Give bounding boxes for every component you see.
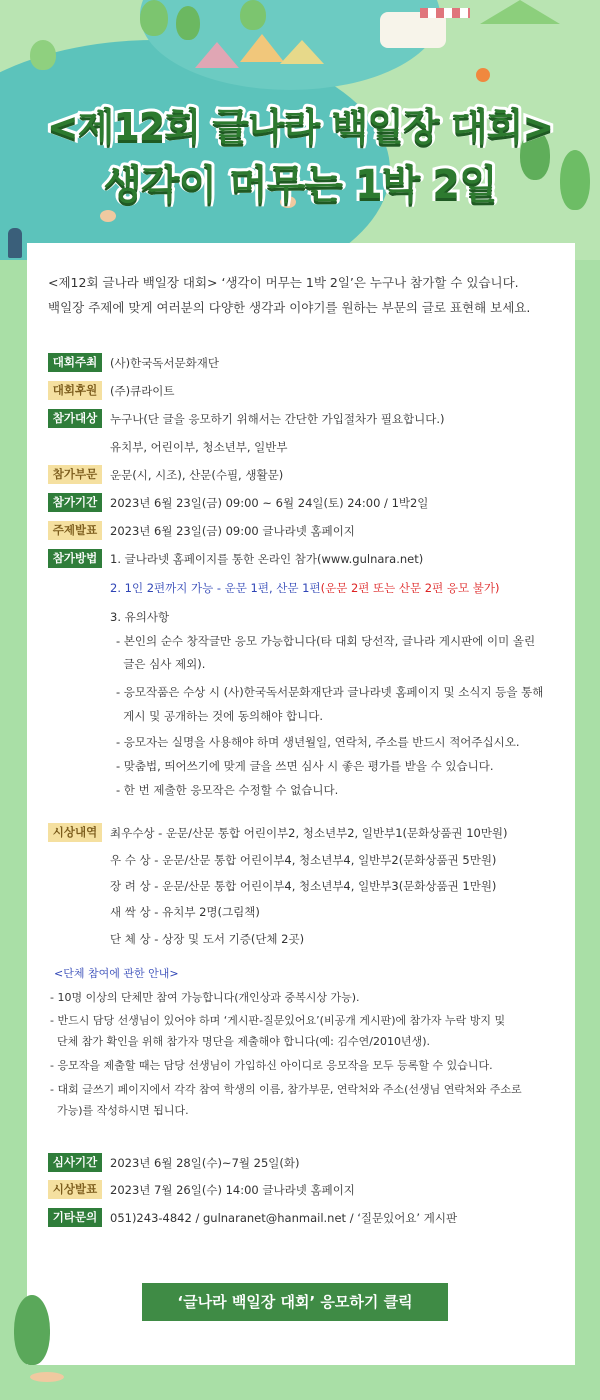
method-item-2-warning: (운문 2편 또는 산문 2편 응모 불가) (320, 581, 500, 595)
group-line: - 대회 글쓰기 페이지에서 각각 참여 학생의 이름, 참가부문, 연락처와 주소(선생님 연락처와 주소로 (50, 1083, 522, 1096)
award-row: 최우수상 - 운문/산문 통합 어린이부2, 청소년부2, 일반부1(문화상품권 10만원) (110, 826, 508, 840)
value-theme: 2023년 6월 23일(금) 09:00 글나라넷 홈페이지 (110, 524, 355, 538)
label-host: 대회주최 (48, 353, 102, 372)
award-row: 장 려 상 - 운문/산문 통합 어린이부4, 청소년부4, 일반부3(문화상품권 1만원) (110, 879, 497, 893)
label-contact: 기타문의 (48, 1208, 102, 1227)
group-line: - 응모작을 제출할 때는 담당 선생님이 가입하신 아이디로 응모작을 모두 등록할 수 있습니다. (50, 1059, 493, 1072)
group-line: - 반드시 담당 선생님이 있어야 하며 ‘게시판-질문있어요’(비공개 게시판)에 참가자 누락 방지 및 (50, 1014, 506, 1027)
award-row: 우 수 상 - 운문/산문 통합 어린이부4, 청소년부4, 일반부2(문화상품권 5만원) (110, 853, 497, 867)
value-review: 2023년 6월 28일(수)~7월 25일(화) (110, 1156, 300, 1170)
intro-line-2: 백일장 주제에 맞게 여러분의 다양한 생각과 이야기를 원하는 부문의 글로 표현해 보세요. (48, 300, 531, 315)
tree-icon (176, 6, 200, 40)
tree-icon (240, 0, 266, 30)
title-line-2: 생각이 머무는 1박 2일 (103, 162, 497, 208)
label-target: 참가대상 (48, 409, 102, 428)
value-host: (사)한국독서문화재단 (110, 356, 219, 370)
method-item-3: 3. 유의사항 (110, 610, 170, 624)
label-awards: 시상내역 (48, 823, 102, 842)
value-target-2: 유치부, 어린이부, 청소년부, 일반부 (110, 440, 288, 454)
apply-button[interactable]: ‘글나라 백일장 대회’ 응모하기 클릭 (142, 1283, 448, 1321)
method-note: 글은 심사 제외). (116, 657, 206, 671)
value-period: 2023년 6월 23일(금) 09:00 ~ 6월 24일(토) 24:00 / 1박2일 (110, 496, 429, 510)
label-method: 참가방법 (48, 549, 102, 568)
method-item-2 (110, 580, 499, 596)
label-theme: 주제발표 (48, 521, 102, 540)
intro-line-1: <제12회 글나라 백일장 대회> ‘생각이 머무는 1박 2일’은 누구나 참가할 수 있습니다. (48, 275, 519, 290)
label-announce: 시상발표 (48, 1180, 102, 1199)
value-target-1: 누구나(단 글을 응모하기 위해서는 간단한 가입절차가 필요합니다.) (110, 412, 445, 426)
group-heading: <단체 참여에 관한 안내> (54, 967, 179, 980)
label-sponsor: 대회후원 (48, 381, 102, 400)
label-period: 참가기간 (48, 493, 102, 512)
method-note: - 한 번 제출한 응모작은 수정할 수 없습니다. (116, 783, 339, 797)
group-line: 단체 참가 확인을 위해 참가자 명단을 제출해야 합니다(예: 김수연/2010년생). (50, 1035, 430, 1048)
person-icon (8, 228, 22, 258)
method-note: 게시 및 공개하는 것에 동의해야 합니다. (116, 709, 323, 723)
tent-icon (280, 40, 324, 64)
awning-icon (420, 8, 470, 18)
tree-icon (30, 40, 56, 70)
method-note: - 본인의 순수 창작글만 응모 가능합니다(타 대회 당선작, 글나라 게시판에 이미 올린 (116, 634, 536, 648)
label-category: 참가부문 (48, 465, 102, 484)
group-line: 가능)를 작성하시면 됩니다. (50, 1104, 189, 1117)
person-icon (30, 1372, 64, 1382)
label-review: 심사기간 (48, 1153, 102, 1172)
tent-icon (195, 42, 239, 68)
swimmer-icon (100, 210, 116, 222)
tree-icon (140, 0, 168, 36)
method-note: - 응모작품은 수상 시 (사)한국독서문화재단과 글나라넷 홈페이지 및 소식지 등을 통해 (116, 685, 544, 699)
method-note: - 응모자는 실명을 사용해야 하며 생년월일, 연락처, 주소를 반드시 적어주십시오. (116, 735, 520, 749)
tent-icon (240, 34, 284, 62)
method-item-2-main: 2. 1인 2편까지 가능 - 운문 1편, 산문 1편 (110, 581, 321, 595)
group-line: - 10명 이상의 단체만 참여 가능합니다(개인상과 중복시상 가능). (50, 991, 360, 1004)
tree-icon (14, 1295, 50, 1365)
value-sponsor: (주)큐라이트 (110, 384, 175, 398)
value-contact: 051)243-4842 / gulnaranet@hanmail.net / ‘질문있어요’ 게시판 (110, 1211, 458, 1225)
campfire-icon (476, 68, 490, 82)
award-row: 새 싹 상 - 유치부 2명(그림책) (110, 905, 260, 919)
hill-shape (480, 0, 560, 24)
award-row: 단 체 상 - 상장 및 도서 기증(단체 2곳) (110, 932, 305, 946)
value-category: 운문(시, 시조), 산문(수필, 생활문) (110, 468, 284, 482)
method-item-1: 1. 글나라넷 홈페이지를 통한 온라인 참가(www.gulnara.net) (110, 552, 424, 566)
method-note: - 맞춤법, 띄어쓰기에 맞게 글을 쓰면 심사 시 좋은 평가를 받을 수 있습니다. (116, 759, 494, 773)
value-announce: 2023년 7월 26일(수) 14:00 글나라넷 홈페이지 (110, 1183, 355, 1197)
title-line-1: <제12회 글나라 백일장 대회> (46, 105, 554, 149)
